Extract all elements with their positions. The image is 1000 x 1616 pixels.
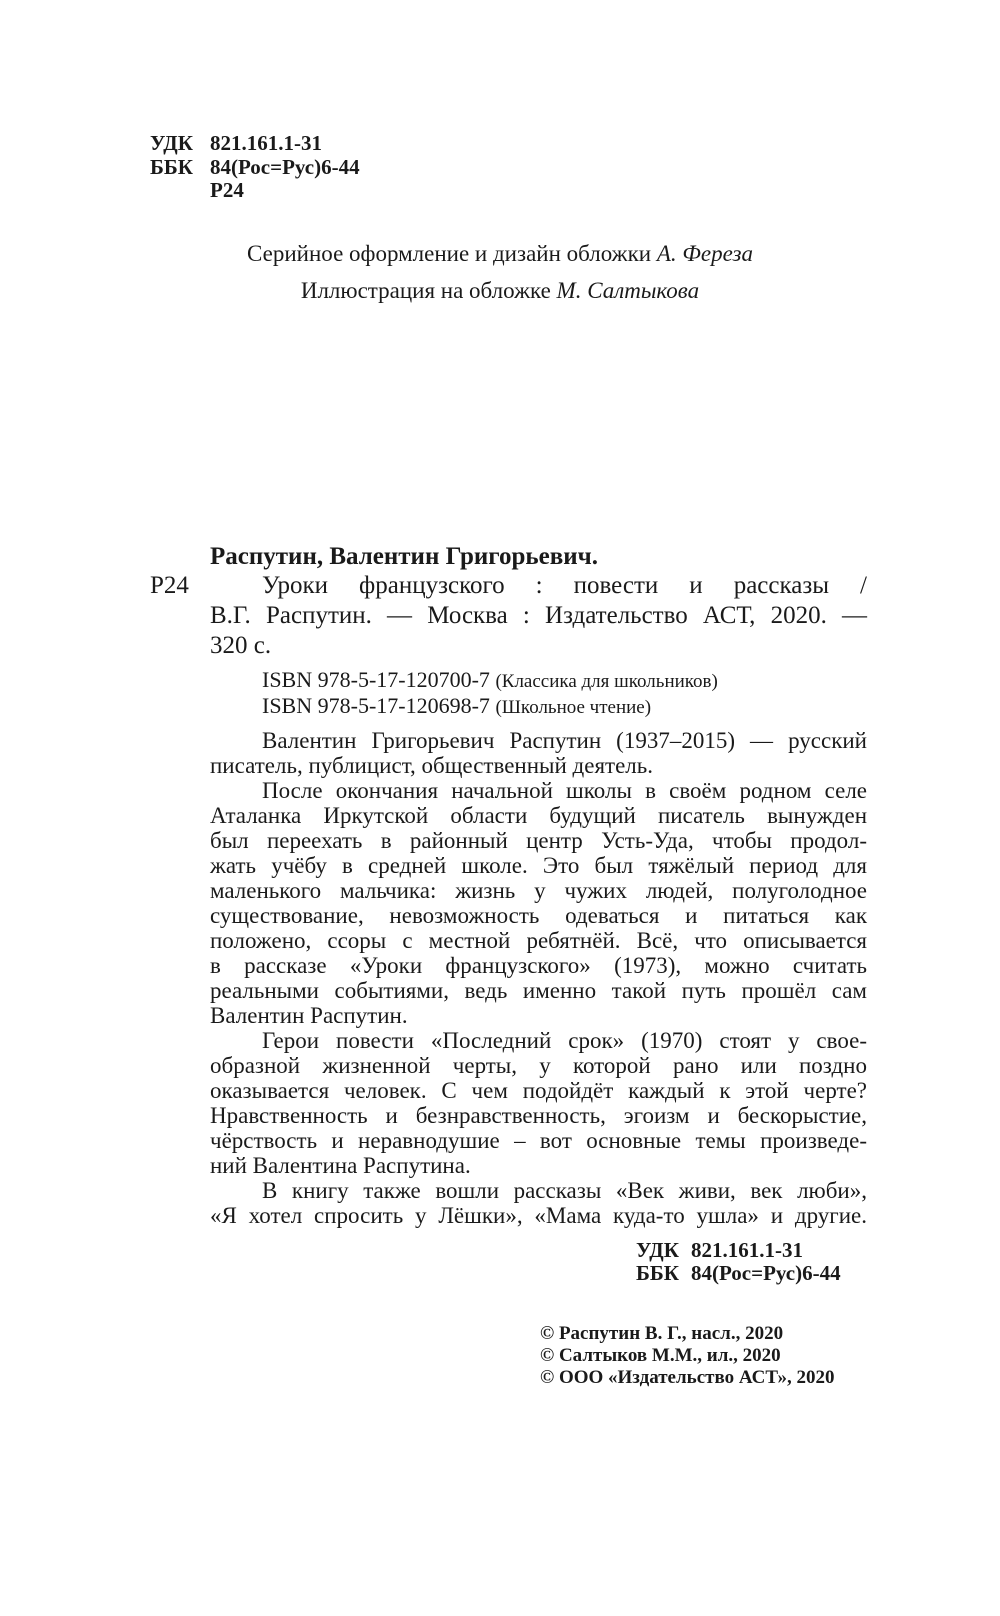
bbk-label: ББК <box>150 155 193 179</box>
annotation-line: был переехать в районный центр Усть-Уда, чтобы продол- <box>210 828 867 853</box>
annotation-line: Герои повести «Последний срок» (1970) стоят у свое- <box>262 1028 867 1053</box>
copyright-line: © Распутин В. Г., насл., 2020 <box>540 1323 784 1344</box>
credit-text: Серийное оформление и дизайн обложки <box>247 241 652 266</box>
annotation-line: Валентин Распутин. <box>210 1003 408 1028</box>
udk-value: 821.161.1-31 <box>691 1238 803 1262</box>
credit-name: М. Салтыкова <box>556 278 700 303</box>
annotation-line: Валентин Григорьевич Распутин (1937–2015) — русский <box>262 728 867 753</box>
design-credit <box>0 241 1000 267</box>
annotation-line: Аталанка Иркутской области будущий писатель вынужден <box>210 803 867 828</box>
annotation-line: маленького мальчика: жизнь у чужих людей, полуголодное <box>210 878 867 903</box>
credit-name: А. Фереза <box>656 241 753 266</box>
isbn-line <box>262 667 718 693</box>
illustration-credit <box>0 278 1000 304</box>
annotation-line: В книгу также вошли рассказы «Век живи, век люби», <box>262 1178 867 1203</box>
isbn-number: ISBN 978-5-17-120700-7 <box>262 667 490 692</box>
annotation-line: образной жизненной черты, у которой рано или поздно <box>210 1053 867 1078</box>
annotation-line: оказывается человек. С чем подойдёт каждый к этой черте? <box>210 1078 867 1103</box>
credit-text: Иллюстрация на обложке <box>300 278 551 303</box>
annotation-line: Нравственность и безнравственность, эгоизм и бескорыстие, <box>210 1103 867 1128</box>
bbk-value: 84(Рос=Рус)6-44 <box>210 155 360 179</box>
annotation-line: ний Валентина Распутина. <box>210 1153 471 1178</box>
annotation-line: чёрствость и неравнодушие – вот основные темы произведе- <box>210 1128 867 1153</box>
copyright-line: © ООО «Издательство АСТ», 2020 <box>540 1367 835 1388</box>
author-mark: Р24 <box>210 178 244 202</box>
annotation-line: «Я хотел спросить у Лёшки», «Мама куда-то ушла» и другие. <box>210 1203 867 1228</box>
bbk-value: 84(Рос=Рус)6-44 <box>691 1261 841 1285</box>
isbn-number: ISBN 978-5-17-120698-7 <box>262 693 490 718</box>
entry-line: 320 с. <box>210 632 272 659</box>
annotation-line: положено, ссоры с местной ребятнёй. Всё, что описывается <box>210 928 867 953</box>
entry-line: Уроки французского : повести и рассказы / <box>262 572 867 599</box>
entry-mark: Р24 <box>150 572 189 599</box>
annotation-line: После окончания начальной школы в своём родном селе <box>262 778 867 803</box>
isbn-line <box>262 693 651 719</box>
isbn-series: (Школьное чтение) <box>495 697 652 718</box>
annotation-line: жать учёбу в средней школе. Это был тяжёлый период для <box>210 853 867 878</box>
annotation-line: существование, невозможность одеваться и питаться как <box>210 903 867 928</box>
entry-line: В.Г. Распутин. — Москва : Издательство АСТ, 2020. — <box>210 602 867 629</box>
annotation-line: в рассказе «Уроки французского» (1973), можно считать <box>210 953 867 978</box>
udk-label: УДК <box>150 131 193 155</box>
udk-label: УДК <box>636 1238 679 1262</box>
udk-value: 821.161.1-31 <box>210 131 322 155</box>
entry-heading: Распутин, Валентин Григорьевич. <box>210 543 598 570</box>
bbk-label: ББК <box>636 1261 679 1285</box>
annotation-line: писатель, публицист, общественный деятель. <box>210 753 653 778</box>
annotation-line: реальными событиями, ведь именно такой путь прошёл сам <box>210 978 867 1003</box>
isbn-series: (Классика для школьников) <box>495 671 718 692</box>
copyright-line: © Салтыков М.М., ил., 2020 <box>540 1345 781 1366</box>
